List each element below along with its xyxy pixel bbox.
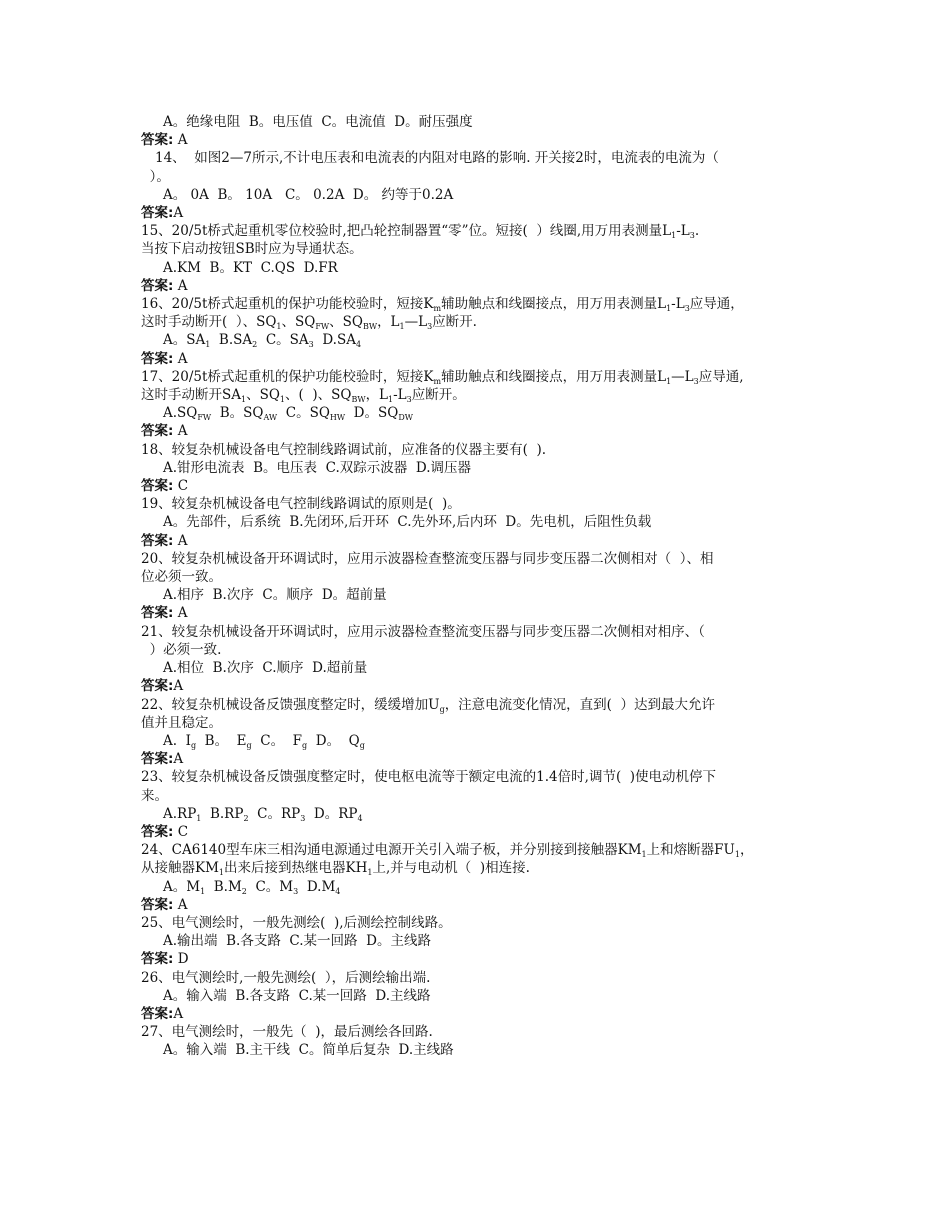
subscript: 1	[734, 850, 740, 860]
answer-value: A	[173, 205, 184, 222]
subscript: 1	[367, 868, 373, 878]
document-body	[141, 113, 821, 1060]
answer-label: 答案:	[141, 751, 174, 768]
question-line: 22、较复杂机械设备反馈强度整定时，缓缓增加$U_g$，注意电流变化情况，直到( ）达到最大允许	[141, 696, 716, 714]
options-line: A。绝缘电阻 B。电压值 C。电流值 D。耐压强度	[163, 114, 473, 130]
subscript: 2	[243, 813, 249, 823]
subscript: 3	[293, 886, 299, 896]
question-line: 17、20/5t桥式起重机的保护功能校验时，短接$K_m$辅助触点和线圈接点，用万用表测量$L_1—L_3$应导通,	[141, 368, 744, 386]
subscript: DW	[398, 413, 413, 423]
answer-line	[141, 823, 821, 841]
options-line: $A.SQ_{FW}$ B。$SQ_{AW}$ C。$SQ_{HW}$ D。$SQ_{DW}$	[163, 405, 413, 423]
question-line: 值并且稳定。	[141, 714, 222, 731]
answer-line	[141, 422, 821, 440]
answer-label: 答案:	[141, 350, 174, 367]
question-line: 这时手动断开$SA_1$、$SQ_1$、( )、$SQ_{BW}$，$L_1-L_3$应断开。	[141, 387, 466, 405]
answer-label: 答案:	[141, 605, 174, 622]
options-line: A.钳形电流表 B。电压表 C.双踪示波器 D.调压器	[163, 459, 471, 476]
answer-label: 答案:	[141, 277, 174, 294]
options-line: A。$M_1$ $B.M_2$ C。$M_3$ $D.M_4$	[163, 878, 341, 896]
answer-line	[141, 477, 821, 495]
subscript: 4	[335, 886, 341, 896]
subscript: 3	[693, 376, 699, 386]
subscript: m	[433, 376, 442, 386]
subscript: 3	[427, 322, 433, 332]
options-line: A。先部件，后系统 B.先闭环,后开环 C.先外环,后内环 D。先电机，后阻性负载	[163, 514, 652, 531]
subscript: BW	[362, 322, 378, 332]
subscript: 4	[357, 813, 363, 823]
answer-value: A	[173, 678, 184, 695]
question-line: 27、电气测绘时，一般先（ )，最后测绘各回路.	[141, 1024, 433, 1041]
options-line: $A.RP_1$ $B.RP_2$ C。$RP_3$ D。$RP_4$	[163, 805, 363, 823]
subscript: 1	[279, 395, 286, 405]
subscript: 1	[241, 395, 247, 405]
subscript: 1	[196, 813, 202, 823]
options-line: A.相序 B.次序 C。顺序 D。超前量	[163, 587, 387, 604]
answer-label: 答案:	[141, 823, 174, 840]
subscript: g	[302, 740, 308, 750]
question-line: 20、较复杂机械设备开环调试时，应用示波器检查整流变压器与同步变压器二次侧相对（ ）、相	[141, 550, 714, 567]
answer-value: A	[173, 1005, 184, 1022]
question-line: 24、CA6140型车床三相沟通电源通过电源开关引入端子板，并分别接到接触器$KM_1$上和熔断器$FU_1$，	[141, 842, 754, 860]
question-line: 18、较复杂机械设备电气控制线路调试前，应准备的仪器主要有( ).	[141, 441, 547, 458]
subscript: 1	[276, 322, 282, 332]
question-line: 25、电气测绘时，一般先测绘( ),后测绘控制线路。	[141, 914, 452, 931]
answer-label: 答案:	[141, 532, 174, 549]
answer-line	[141, 604, 821, 622]
question-line: 19、较复杂机械设备电气控制线路调试的原则是( )。	[141, 496, 461, 513]
answer-value: A	[173, 532, 188, 549]
subscript: g	[246, 740, 252, 750]
subscript: 1	[200, 886, 206, 896]
answer-label: 答案:	[141, 678, 174, 695]
answer-label: 答案:	[141, 423, 174, 440]
subscript: 1	[641, 850, 647, 860]
answer-line	[141, 677, 821, 695]
answer-value: A	[173, 605, 188, 622]
answer-line	[141, 204, 821, 222]
subscript: 1	[666, 304, 672, 314]
question-line: 这时手动断开( ）、$SQ_1$、$SQ_{FW}$、$SQ_{BW}$，$L_1—L_3$应断开.	[141, 314, 477, 332]
subscript: 2	[252, 340, 258, 350]
question-line: 从接触器$KM_1$出来后接到热继电器$KH_1$上,并与电动机（ )相连接.	[141, 860, 530, 878]
answer-label: 答案:	[141, 1005, 174, 1022]
answer-value: D	[173, 951, 189, 968]
answer-value: A	[173, 350, 188, 367]
question-line: 14、 如图2—7所示,不计电压表和电流表的内阻对电路的影响. 开关接2时，电流表的电流为（	[155, 150, 719, 167]
question-line: 位必须一致。	[141, 569, 222, 586]
subscript: 1	[666, 376, 672, 386]
answer-line	[141, 750, 821, 768]
subscript: 3	[689, 231, 695, 241]
answer-value: A	[173, 132, 188, 149]
answer-label: 答案:	[141, 896, 174, 913]
subscript: AW	[263, 413, 278, 423]
answer-value: A	[173, 751, 184, 768]
subscript: m	[433, 304, 442, 314]
options-line: A。 0A B。 10A C。 0.2A D。 约等于0.2A	[163, 186, 454, 203]
answer-line	[141, 532, 821, 550]
question-line: 来。	[141, 787, 168, 804]
subscript: BW	[351, 395, 366, 405]
answer-line	[141, 896, 821, 914]
options-line: A。输入端 B.主干线 C。简单后复杂 D.主线路	[163, 1042, 454, 1059]
question-line: 15、20/5t桥式起重机零位校验时,把凸轮控制器置“零”位。短接( ）线圈,用万用表测量$L_1-L_3$.	[141, 223, 700, 241]
subscript: FW	[197, 413, 212, 423]
subscript: g	[359, 740, 365, 750]
answer-line	[141, 277, 821, 295]
subscript: 2	[241, 886, 247, 896]
answer-line	[141, 350, 821, 368]
subscript: 3	[300, 813, 306, 823]
question-line: 当按下启动按钮SB时应为导通状态。	[141, 241, 363, 258]
options-line: A。$SA_1$ $B.SA_2$ C。$SA_3$ $D.SA_4$	[163, 332, 362, 350]
subscript: 3	[684, 304, 690, 314]
options-line: A.输出端 B.各支路 C.某一回路 D。主线路	[163, 933, 431, 950]
subscript: HW	[329, 413, 346, 423]
question-line: 23、较复杂机械设备反馈强度整定时，使电枢电流等于额定电流的1.4倍时,调节( )使电动机停下	[141, 769, 717, 786]
answer-value: A	[173, 896, 188, 913]
answer-line	[141, 1005, 821, 1023]
answer-line	[141, 950, 821, 968]
question-line: ）。	[141, 168, 170, 185]
subscript: 1	[671, 231, 677, 241]
subscript: 1	[218, 868, 225, 878]
answer-label: 答案:	[141, 478, 174, 495]
subscript: 1	[388, 395, 394, 405]
subscript: 4	[355, 340, 362, 350]
subscript: g	[439, 704, 445, 714]
subscript: 1	[205, 340, 211, 350]
options-line: A. $I_g$ B。 $E_g$ C。 $F_g$ D。 $Q_g$	[163, 732, 365, 750]
answer-label: 答案:	[141, 205, 174, 222]
answer-line	[141, 131, 821, 149]
question-line: 21、较复杂机械设备开环调试时，应用示波器检查整流变压器与同步变压器二次侧相对相序、（	[141, 623, 705, 640]
answer-value: A	[173, 277, 188, 294]
subscript: FW	[315, 322, 330, 332]
question-line: ）必须一致.	[141, 641, 222, 658]
answer-value: A	[173, 423, 188, 440]
options-line: A.相位 B.次序 C.顺序 D.超前量	[163, 660, 368, 677]
answer-label: 答案:	[141, 951, 174, 968]
subscript: 1	[399, 322, 405, 332]
question-line: 26、电气测绘时,一般先测绘( ），后测绘输出端.	[141, 969, 431, 986]
subscript: 3	[406, 395, 412, 405]
subscript: 3	[308, 340, 314, 350]
question-line: 16、20/5t桥式起重机的保护功能校验时，短接$K_m$辅助触点和线圈接点，用万用表测量$L_1-L_3$应导通，	[141, 296, 744, 314]
options-line: A.KM B。KT C.QS D.FR	[163, 259, 338, 276]
answer-label: 答案:	[141, 132, 174, 149]
subscript: g	[190, 740, 197, 750]
answer-value: C	[173, 478, 189, 495]
options-line: A。输入端 B.各支路 C.某一回路 D.主线路	[163, 987, 431, 1004]
answer-value: C	[173, 823, 189, 840]
